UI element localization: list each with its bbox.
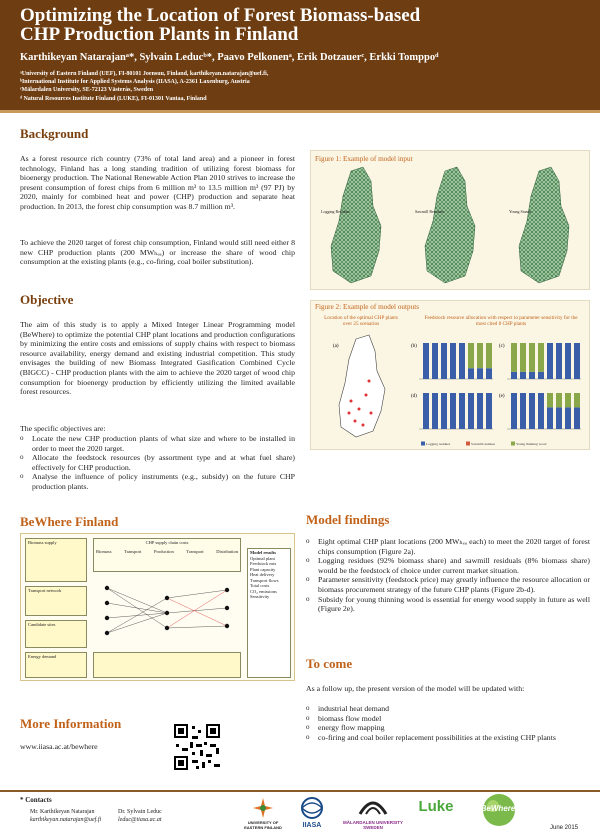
- bar-segment: [547, 407, 553, 429]
- bar-segment: [423, 343, 429, 379]
- plant-marker: [370, 412, 373, 415]
- poster-date: June 2015: [550, 825, 579, 831]
- poster-title: [20, 6, 420, 44]
- bar-segment: [556, 407, 562, 429]
- tocome-item: o energy flow mapping: [306, 723, 590, 733]
- bar-segment: [468, 393, 474, 429]
- bw-parameters: [93, 652, 241, 678]
- bar-segment: [468, 368, 474, 379]
- background-para-1: As a forest resource rich country (73% of total land area) and a pioneer in forest technology, Finland has a long standing tradition of utilizing forest biomass for bioenergy production. The National Renewable Action Plan 2010 strives to increase the present consumption of forest chips from 6 million m³ to 13.5 million m³ (97 PJ) by 2020, mainly for combined heat and power (CHP) production and separate heat production. In 2013, the forest chip consumption was 8.7 million m³.: [20, 154, 295, 211]
- bar-segment: [556, 343, 562, 379]
- bw-model-item: Total costs: [250, 583, 270, 588]
- objective-list: [20, 434, 295, 492]
- figure-2-right-title: Feedstock resource allocation with respect to parameter sensitivity for the most cited 8 CHP plants: [424, 315, 578, 327]
- bar-segment: [486, 393, 492, 429]
- finding-item: o Subsidy for young thinning wood is essential for energy wood supply in future as well (Figure 2e).: [306, 595, 590, 614]
- iiasa-logo: [292, 796, 332, 829]
- bar-segment: [520, 393, 526, 429]
- bar-segment: [459, 393, 465, 429]
- bw-model-item: Transport flows: [250, 577, 279, 583]
- bar-segment: [565, 343, 571, 379]
- affiliation-1: ᵃUniversity of Eastern Finland (UEF), FI-80101 Joensuu, Finland, karthikeyan.natarajan@uef.fi,: [20, 71, 269, 77]
- bar-segment: [520, 343, 526, 372]
- map-label-3: Young Stands: [509, 209, 532, 214]
- contacts-label: * Contacts: [20, 796, 52, 804]
- figure-1-maps: [311, 151, 591, 291]
- objective-heading: Objective: [20, 292, 74, 307]
- affiliations: [20, 70, 268, 103]
- bw-model-item: Heat delivery: [250, 572, 275, 577]
- bar-segment: [477, 343, 483, 368]
- authors: Karthikeyan Natarajanᵃ*, Sylvain Leducᵇ*, Paavo Pelkonenᵃ, Erik Dotzauerᶜ, Erkki Tomppoᵈ: [20, 52, 439, 63]
- findings-list: [306, 537, 590, 614]
- panel-a-label: (a): [333, 344, 339, 349]
- legend-swatch: [511, 442, 515, 446]
- tocome-item: o co-firing and coal boiler replacement possibilities at the existing CHP plants: [306, 733, 590, 743]
- bar-segment: [450, 393, 456, 429]
- finding-item: o Parameter sensitivity (feedstock price) may greatly influence the resource allocation or biomass procurement strategy of the future CHP plants (Figure 2b-d).: [306, 575, 590, 594]
- bw-supply-label: Biomass supply: [28, 540, 57, 545]
- bar-segment: [574, 407, 580, 429]
- bw-model-item: Sensitivity: [250, 594, 270, 599]
- luke-logo: [414, 798, 458, 816]
- bw-chain-columns: [96, 549, 238, 555]
- bw-model-item: Plant capacity: [250, 566, 276, 572]
- tocome-list: [306, 704, 590, 742]
- plant-marker: [362, 424, 365, 427]
- uef-logo: [238, 796, 288, 830]
- plant-marker: [348, 412, 351, 415]
- figure-2-box: [310, 300, 590, 450]
- panel-d-label: (d): [411, 394, 417, 399]
- contact-1-email[interactable]: karthikeyan.natarajan@uef.fi: [30, 817, 102, 823]
- bar-segment: [529, 372, 535, 379]
- figure-2-charts: [311, 301, 591, 451]
- legend-logging: Logging residues: [426, 442, 451, 446]
- bw-models-label: Model results: [250, 550, 277, 555]
- plant-marker: [350, 400, 353, 403]
- finland-plant-map: [333, 335, 385, 437]
- map-label-1: Logging Residues: [321, 209, 350, 214]
- bewhere-diagram: [20, 533, 295, 681]
- plant-marker: [365, 394, 368, 397]
- contact-2: [118, 808, 162, 824]
- legend-swatch: [466, 442, 470, 446]
- qr-code[interactable]: [172, 722, 222, 772]
- uef-logo-text: UNIVERSITY OF EASTERN FINLAND: [244, 820, 282, 830]
- legend-swatch: [421, 442, 425, 446]
- iiasa-logo-icon: [297, 796, 327, 820]
- panel-b-label: (b): [411, 344, 417, 349]
- findings-heading: Model findings: [306, 512, 390, 527]
- bw-candidates-label: Candidate sites: [28, 622, 56, 627]
- bar-segment: [574, 343, 580, 379]
- bar-segment: [477, 393, 483, 429]
- figure-2-caption: Figure 2: Example of model outputs: [315, 303, 420, 311]
- bw-supply-chain-costs: [93, 538, 241, 572]
- finding-item: o Logging residues (92% biomass share) and sawmill residuals (8% biomass share) would be the feedstock of choice under current market situation.: [306, 556, 590, 575]
- tocome-item: o biomass flow model: [306, 714, 590, 724]
- contact-2-email[interactable]: leduc@iiasa.ac.at: [118, 817, 162, 823]
- objective-para-1: The aim of this study is to apply a Mixed Integer Linear Programming model (BeWhere) to optimize the potential CHP plant locations and production configurations by minimizing the entire costs and emissions of supply chains with respect to biomass resource availability, energy demand and existing industrial competition. This study envisages the building of new Biomass Integrated Gasification Combined Cycle (BIGCC) - CHP production plants with the aim to achieve the 2020 target of wood chip consumption for bioenergy production by efficiently utilizing the limited available forest resources.: [20, 320, 295, 397]
- bar-segment: [432, 393, 438, 429]
- bw-model-item: CO₂ emissions: [250, 588, 277, 594]
- bar-segment: [486, 368, 492, 379]
- bw-model-item: Feedstock mix: [250, 561, 277, 566]
- bw-demand-label: Energy demand: [28, 654, 57, 659]
- bw-chain-col: Transport: [186, 548, 204, 554]
- bar-segment: [520, 372, 526, 379]
- panel-e-label: (e): [499, 394, 505, 399]
- contact-2-name: Dr. Sylvain Leduc: [118, 809, 162, 815]
- more-info-heading: More Information: [20, 716, 122, 731]
- objective-item: o Allocate the feedstock resources (by assortment type and at what fuel share) effectively for CHP production.: [20, 453, 295, 472]
- plant-marker: [358, 408, 361, 411]
- map-logging-residues: [331, 167, 381, 283]
- bar-segment: [468, 343, 474, 368]
- bar-segment: [538, 343, 544, 372]
- legend-sawmill: Sawmill residues: [471, 442, 496, 446]
- bw-candidate-sites: [25, 620, 87, 648]
- tocome-heading: To come: [306, 656, 353, 671]
- bw-transport-label: Transport network: [28, 588, 62, 593]
- bar-segment: [529, 343, 535, 372]
- bar-segment: [450, 343, 456, 379]
- map-label-2: Sawmill Residues: [415, 209, 444, 214]
- bar-segment: [441, 343, 447, 379]
- panel-c-label: (c): [499, 344, 505, 349]
- title-line-2: CHP Production Plants in Finland: [20, 24, 299, 45]
- bar-segment: [511, 372, 517, 379]
- contact-1-name: Mr. Karthikeyan Natarajan: [30, 809, 95, 815]
- background-heading: Background: [20, 126, 89, 141]
- mdh-logo-icon: [356, 796, 390, 818]
- poster-header: [0, 0, 600, 110]
- mdh-logo: [342, 796, 404, 830]
- bewhere-heading: BeWhere Finland: [20, 514, 119, 529]
- mdh-logo-text: MÄLARDALEN UNIVERSITY SWEDEN: [342, 820, 403, 830]
- bw-transport-network: [25, 586, 87, 616]
- bar-segment: [547, 393, 553, 407]
- bar-segment: [477, 368, 483, 379]
- bewhere-logo-text: BeWhere: [480, 804, 516, 813]
- bw-energy-demand: [25, 652, 87, 678]
- bw-biomass-supply: [25, 538, 87, 582]
- plant-marker: [354, 420, 357, 423]
- bw-chain-col: Production: [153, 548, 174, 554]
- tocome-item: o industrial heat demand: [306, 704, 590, 714]
- bar-segment: [529, 393, 535, 429]
- bar-segment: [556, 393, 562, 407]
- luke-logo-text: Luke: [418, 798, 454, 815]
- objective-intro: The specific objectives are:: [20, 424, 106, 433]
- bw-chain-label: CHP supply chain costs: [145, 540, 189, 545]
- bw-chain-col: Biomass: [96, 548, 112, 554]
- tocome-intro: As a follow up, the present version of the model will be updated with:: [306, 684, 525, 693]
- bewhere-logo: [470, 792, 528, 830]
- bar-segment: [511, 343, 517, 372]
- bw-model-item: Optimal plant: [250, 555, 275, 561]
- finding-item: o Eight optimal CHP plant locations (200 MWₕₑₐ each) to meet the 2020 target of forest chips consumption (Figure 2a).: [306, 537, 590, 556]
- figure-1-caption: Figure 1: Example of model input: [315, 155, 413, 163]
- title-line-1: Optimizing the Location of Forest Biomass-based: [20, 5, 421, 26]
- bar-segment: [441, 393, 447, 429]
- legend-young: Young thinning wood: [516, 442, 547, 446]
- map-sawmill-residues: [425, 167, 475, 283]
- bar-segment: [511, 393, 517, 429]
- bar-segment: [574, 393, 580, 407]
- affiliation-4: ᵈ Natural Resources Institute Finland (LUKE), FI-01301 Vantaa, Finland: [20, 95, 207, 102]
- affiliation-2: ᵇInternational Institute for Applied Systems Analysis (IIASA), A-2361 Laxenburg, Austria: [20, 79, 250, 86]
- objective-item: o Analyse the influence of policy instruments (e.g., subsidy) on the future CHP production plants.: [20, 472, 295, 491]
- more-info-url[interactable]: www.iiasa.ac.at/bewhere: [20, 742, 98, 751]
- bar-segment: [423, 393, 429, 429]
- bw-chain-col: Distribution: [216, 548, 238, 554]
- bar-segment: [432, 343, 438, 379]
- plant-marker: [368, 380, 371, 383]
- map-young-stands: [519, 167, 569, 283]
- bar-segment: [486, 343, 492, 368]
- figure-1-box: [310, 150, 590, 290]
- affiliation-3: ᶜMälardalen University, SE-72123 Västerås, Sweden: [20, 87, 154, 94]
- uef-logo-icon: [251, 796, 275, 818]
- bar-segment: [565, 407, 571, 429]
- bar-segment: [538, 393, 544, 429]
- bw-model-results: [247, 548, 291, 678]
- contact-1: [30, 808, 101, 824]
- bw-chain-col: Transport: [124, 548, 142, 554]
- bw-network-graph: [93, 578, 241, 648]
- bar-segment: [459, 343, 465, 379]
- header-separator: [0, 110, 600, 113]
- bar-segment: [538, 372, 544, 379]
- bar-segment: [547, 343, 553, 379]
- figure-2-left-title: Location of the optimal CHP plants over 25 scenarios: [324, 315, 398, 327]
- background-para-2: To achieve the 2020 target of forest chip consumption, Finland would still need either 8 new CHP production plants (200 MWₕₑₐ) or increase the share of wood chip consumption at the existing plants (e.g., co-firing, coal boiler substitution).: [20, 238, 295, 267]
- objective-item: o Locate the new CHP production plants of what size and where to be installed in order to meet the 2020 target.: [20, 434, 295, 453]
- bar-segment: [565, 393, 571, 407]
- iiasa-logo-text: IIASA: [302, 822, 322, 829]
